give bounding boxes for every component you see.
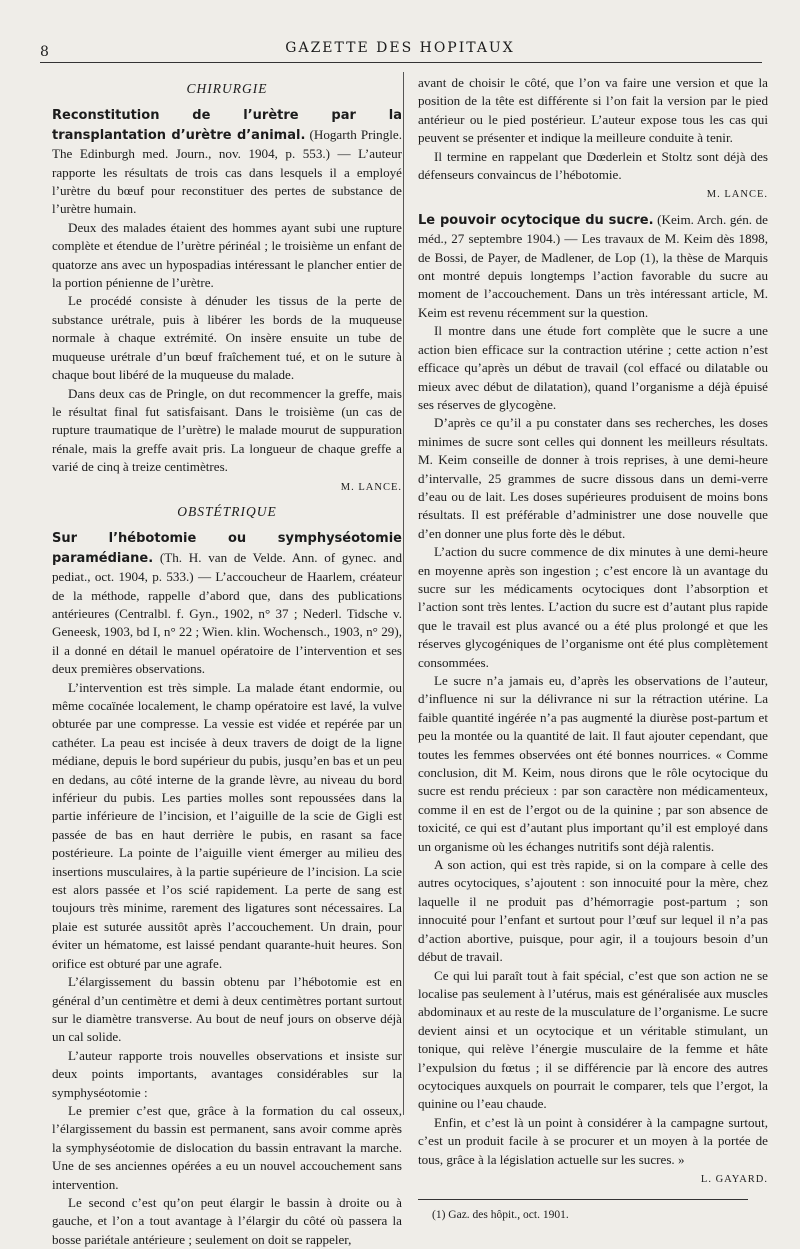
section-heading-obstetrique: OBSTÉTRIQUE (177, 503, 277, 519)
running-title: GAZETTE DES HOPITAUX (285, 40, 515, 56)
article-2-title: Sur l’hébotomie ou symphyséotomie paramédiane. (52, 531, 402, 566)
article-3-citation: (Keim. Arch. gén. de méd., 27 septembre 1904.) — Les travaux de M. Keim dès 1898, de Bossi, de Payer, de Madlener, de Lop (1), la thèse de Marquis ont montré depuis longtemps l’action favorable du sucre au moment de l’accouchement. Dans un très intéressant article, M. Keim est revenu récemment sur la question. (418, 211, 768, 320)
article-2-citation: (Th. H. van de Velde. Ann. of gynec. and pediat., oct. 1904, p. 533.) — L’accoucheur de Haarlem, créateur de la méthode, rappelle d’abord que, dans des publications antérieures (Centralbl. f. Gyn., 1902, n° 37 ; Nederl. Tidsche v. Geneesk, 1903, bd I, n° 22 ; Wien. klin. Wochensch., 1903, n° 29), il a donné en détail le manuel opératoire de l’intervention et ses deux premières observations. (52, 549, 402, 677)
article-1-paragraph: Dans deux cas de Pringle, on dut recommencer la greffe, mais le résultat final fut satisfaisant. Dans le troisième (un cas de rupture traumatique de l’urètre) le malade mourut de suppuration rénale, mais la greffe avait pris. La longueur de chaque greffe a varié de cinq à treize centimètres. (52, 385, 402, 475)
article-2-lead (52, 529, 402, 678)
article-3-paragraph: L’action du sucre commence de dix minutes à une demi-heure en moyenne après son ingestion ; c’est encore là un avantage du sucre sur les médicaments ocytociques dont l’absorption et l’action sont très lentes. L’action du sucre est d’autant plus rapide que le travail est plus avancé ou a été plus prolongé et que les réserves glycogéniques de l’organisme ont été plus complètement consommées. (418, 544, 768, 670)
article-1-citation: (Hogarth Pringle. The Edinburgh med. Journ., nov. 1904, p. 553.) — L’auteur rapporte les résultats de trois cas dans lesquels il a employé l’urètre du bœuf pour reconstituer des pertes de substance de l’urètre humain. (52, 126, 403, 217)
article-3-paragraph: Ce qui lui paraît tout à fait spécial, c’est que son action ne se localise pas seulement à l’utérus, mais est généralisée aux muscles abdominaux et au reste de la musculature de l’organisme. Le sucre devient ainsi et un ocytocique et un véritable stimulant, un tonique, qui relève l’énergie musculaire de la femme et hâte l’expulsion du fœtus ; il se différencie par là encore des autres ocytociques auxquels on pourrait le comparer, tels que l’ergot, la quinine ou l’eau chaude. (418, 967, 768, 1112)
left-column (52, 74, 402, 1249)
column-divider (403, 72, 404, 1115)
article-2-paragraph: L’auteur rapporte trois nouvelles observations et insiste sur deux points importants, avantages considérables sur la symphyséotomie : (52, 1047, 402, 1100)
article-3-signature: L. GAYARD. (700, 1173, 768, 1185)
page-number: 8 (40, 44, 49, 60)
article-3-paragraph: Il montre dans une étude fort complète que le sucre a une action bien efficace sur la contraction utérine ; cette action n’est efficace qu’après un début de travail (col effacé ou dilatable ou mieux avec début de dilatation), quand l’organisme a déjà épuisé ses réserves de glycogène. (418, 323, 768, 412)
article-2-paragraph: L’élargissement du bassin obtenu par l’hébotomie est en général d’un centimètre et demi à deux centimètres portant surtout sur le diamètre transverse. Au bout de neuf jours on observe déjà un cal solide. (52, 974, 402, 1045)
article-3-paragraph: D’après ce qu’il a pu constater dans ses recherches, les doses minimes de sucre sont celles qui donnent les meilleurs résultats. M. Keim conseille de donner à trois reprises, à une demi-heure d’intervalle, 25 grammes de sucre dissous dans un demi-verre d’eau ou de lait. Les doses supérieures produisent de moins bons résultats. Il est préférable d’administrer une dose nouvelle que d’en donner une plus forte dès le début. (418, 415, 768, 541)
article-2-paragraph: L’intervention est très simple. La malade étant endormie, ou même cocaïnée localement, le champ opératoire est lavé, la vulve obturée par une compresse. La vessie est vidée et repérée par un cathéter. La peau est incisée à deux travers de doigt de la ligne médiane, depuis le bord supérieur du pubis, jusqu’en bas et un peu en dedans, au côté interne de la grande lèvre, au niveau du bord inférieur du pubis. Les parties molles sont repoussées dans la partie inférieure de l’incision, et l’aiguille de la scie de Gigli est passée de bas en haut derrière le pubis, en rasant sa face postérieure. La pointe de l’aiguille vient émerger au milieu des insertions musculaires, à la partie supérieure de l’incision. La scie est alors passée et l’os scié rapidement. La perte de sang est toujours très minime, rarement des ligatures sont nécessaires. La plaie est suturée aussitôt après l’accouchement. Un drain, pour éviter un hématome, est laissé pendant quarante-huit heures. Son orifice est obturé par une agrafe. (52, 679, 402, 971)
article-3-paragraph: Enfin, et c’est là un point à considérer à la campagne surtout, c’est un produit facile à se procurer et un moyen à la portée de tous, grâce à la législation actuelle sur les sucres. » (418, 1114, 768, 1167)
header-rule (40, 62, 762, 63)
article-3-paragraph: Le sucre n’a jamais eu, d’après les observations de l’auteur, d’influence ni sur la délivrance ni sur la rétraction utérine. La faible quantité ingérée n’a pas augmenté la diurèse post-partum et peu la montée ou la quantité de lait. Il faut ajouter cependant, que toutes les femmes observées ont été bonnes nourrices. « Comme conclusion, dit M. Keim, nous dirons que le rôle ocytocique du sucre est rendu précieux : par son caractère non médicamenteux, comme il en est de l’ergot ou de la quinine ; par son absence de toxicité, ce qui est d’autant plus important qu’il est employé dans un organisme où les échanges nutritifs sont déjà ralentis. (418, 673, 768, 854)
article-1-signature: M. LANCE. (340, 481, 402, 493)
article-3-title: Le pouvoir ocytocique du sucre. (418, 212, 654, 228)
right-column (418, 74, 768, 1225)
section-heading-chirurgie: CHIRURGIE (186, 81, 268, 96)
article-2-paragraph: Il termine en rappelant que Dœderlein et Stoltz sont déjà des défenseurs convaincus de l’hébotomie. (418, 148, 768, 183)
article-2-continuation: avant de choisir le côté, que l’on va faire une version et que la position de la tête est différente si l’on fait la version par le pied antérieur ou le pied postérieur. L’auteur expose tous les cas qui peuvent se présenter et indique la meilleure conduite à tenir. (418, 75, 768, 146)
footnote-rule (418, 1199, 748, 1200)
footnote: (1) Gaz. des hôpit., oct. 1901. (432, 1209, 569, 1222)
article-1-lead (52, 106, 402, 218)
article-2-signature: M. LANCE. (706, 189, 768, 201)
article-3-paragraph: A son action, qui est très rapide, si on la compare à celle des autres ocytociques, s’ajoutent : son innocuité pour la mère, chez laquelle il ne produit pas d’hémorragie post-partum ; son innocuité pour l’enfant et surtout pour l’œuf sur lequel il n’a pas d’action abortive, puisque, pour agir, il a toujours besoin d’un début de travail. (418, 857, 768, 965)
article-3-lead (418, 211, 768, 322)
article-1-paragraph: Le procédé consiste à dénuder les tissus de la perte de substance urétrale, puis à libérer les bords de la muqueuse normale à chaque extrémité. On insère ensuite un tube de muqueuse urétrale d’un bœuf fraîchement tué, et on le suture à chaque bout libéré de la muqueuse du malade. (52, 293, 402, 383)
article-1-title: Reconstitution de l’urètre par la transplantation d’urètre d’animal. (52, 108, 402, 143)
article-2-paragraph: Le second c’est qu’on peut élargir le bassin à droite ou à gauche, et l’on a tout avantage à l’élargir du côté où passera la bosse pariétale antérieure ; seulement on doit se rappeler, (52, 1194, 402, 1247)
article-1-paragraph: Deux des malades étaient des hommes ayant subi une rupture complète et étendue de l’urètre périnéal ; le troisième un enfant de quatorze ans avec un hypospadias intéressant le plancher entier de la portion pénienne de l’urètre. (52, 219, 402, 291)
article-2-paragraph: Le premier c’est que, grâce à la formation du cal osseux, l’élargissement du bassin est permanent, sans avoir comme après la symphyséotomie de dislocation du bassin entravant la marche. Une de ses anciennes opérées a eu un nouvel accouchement sans intervention. (52, 1102, 402, 1192)
